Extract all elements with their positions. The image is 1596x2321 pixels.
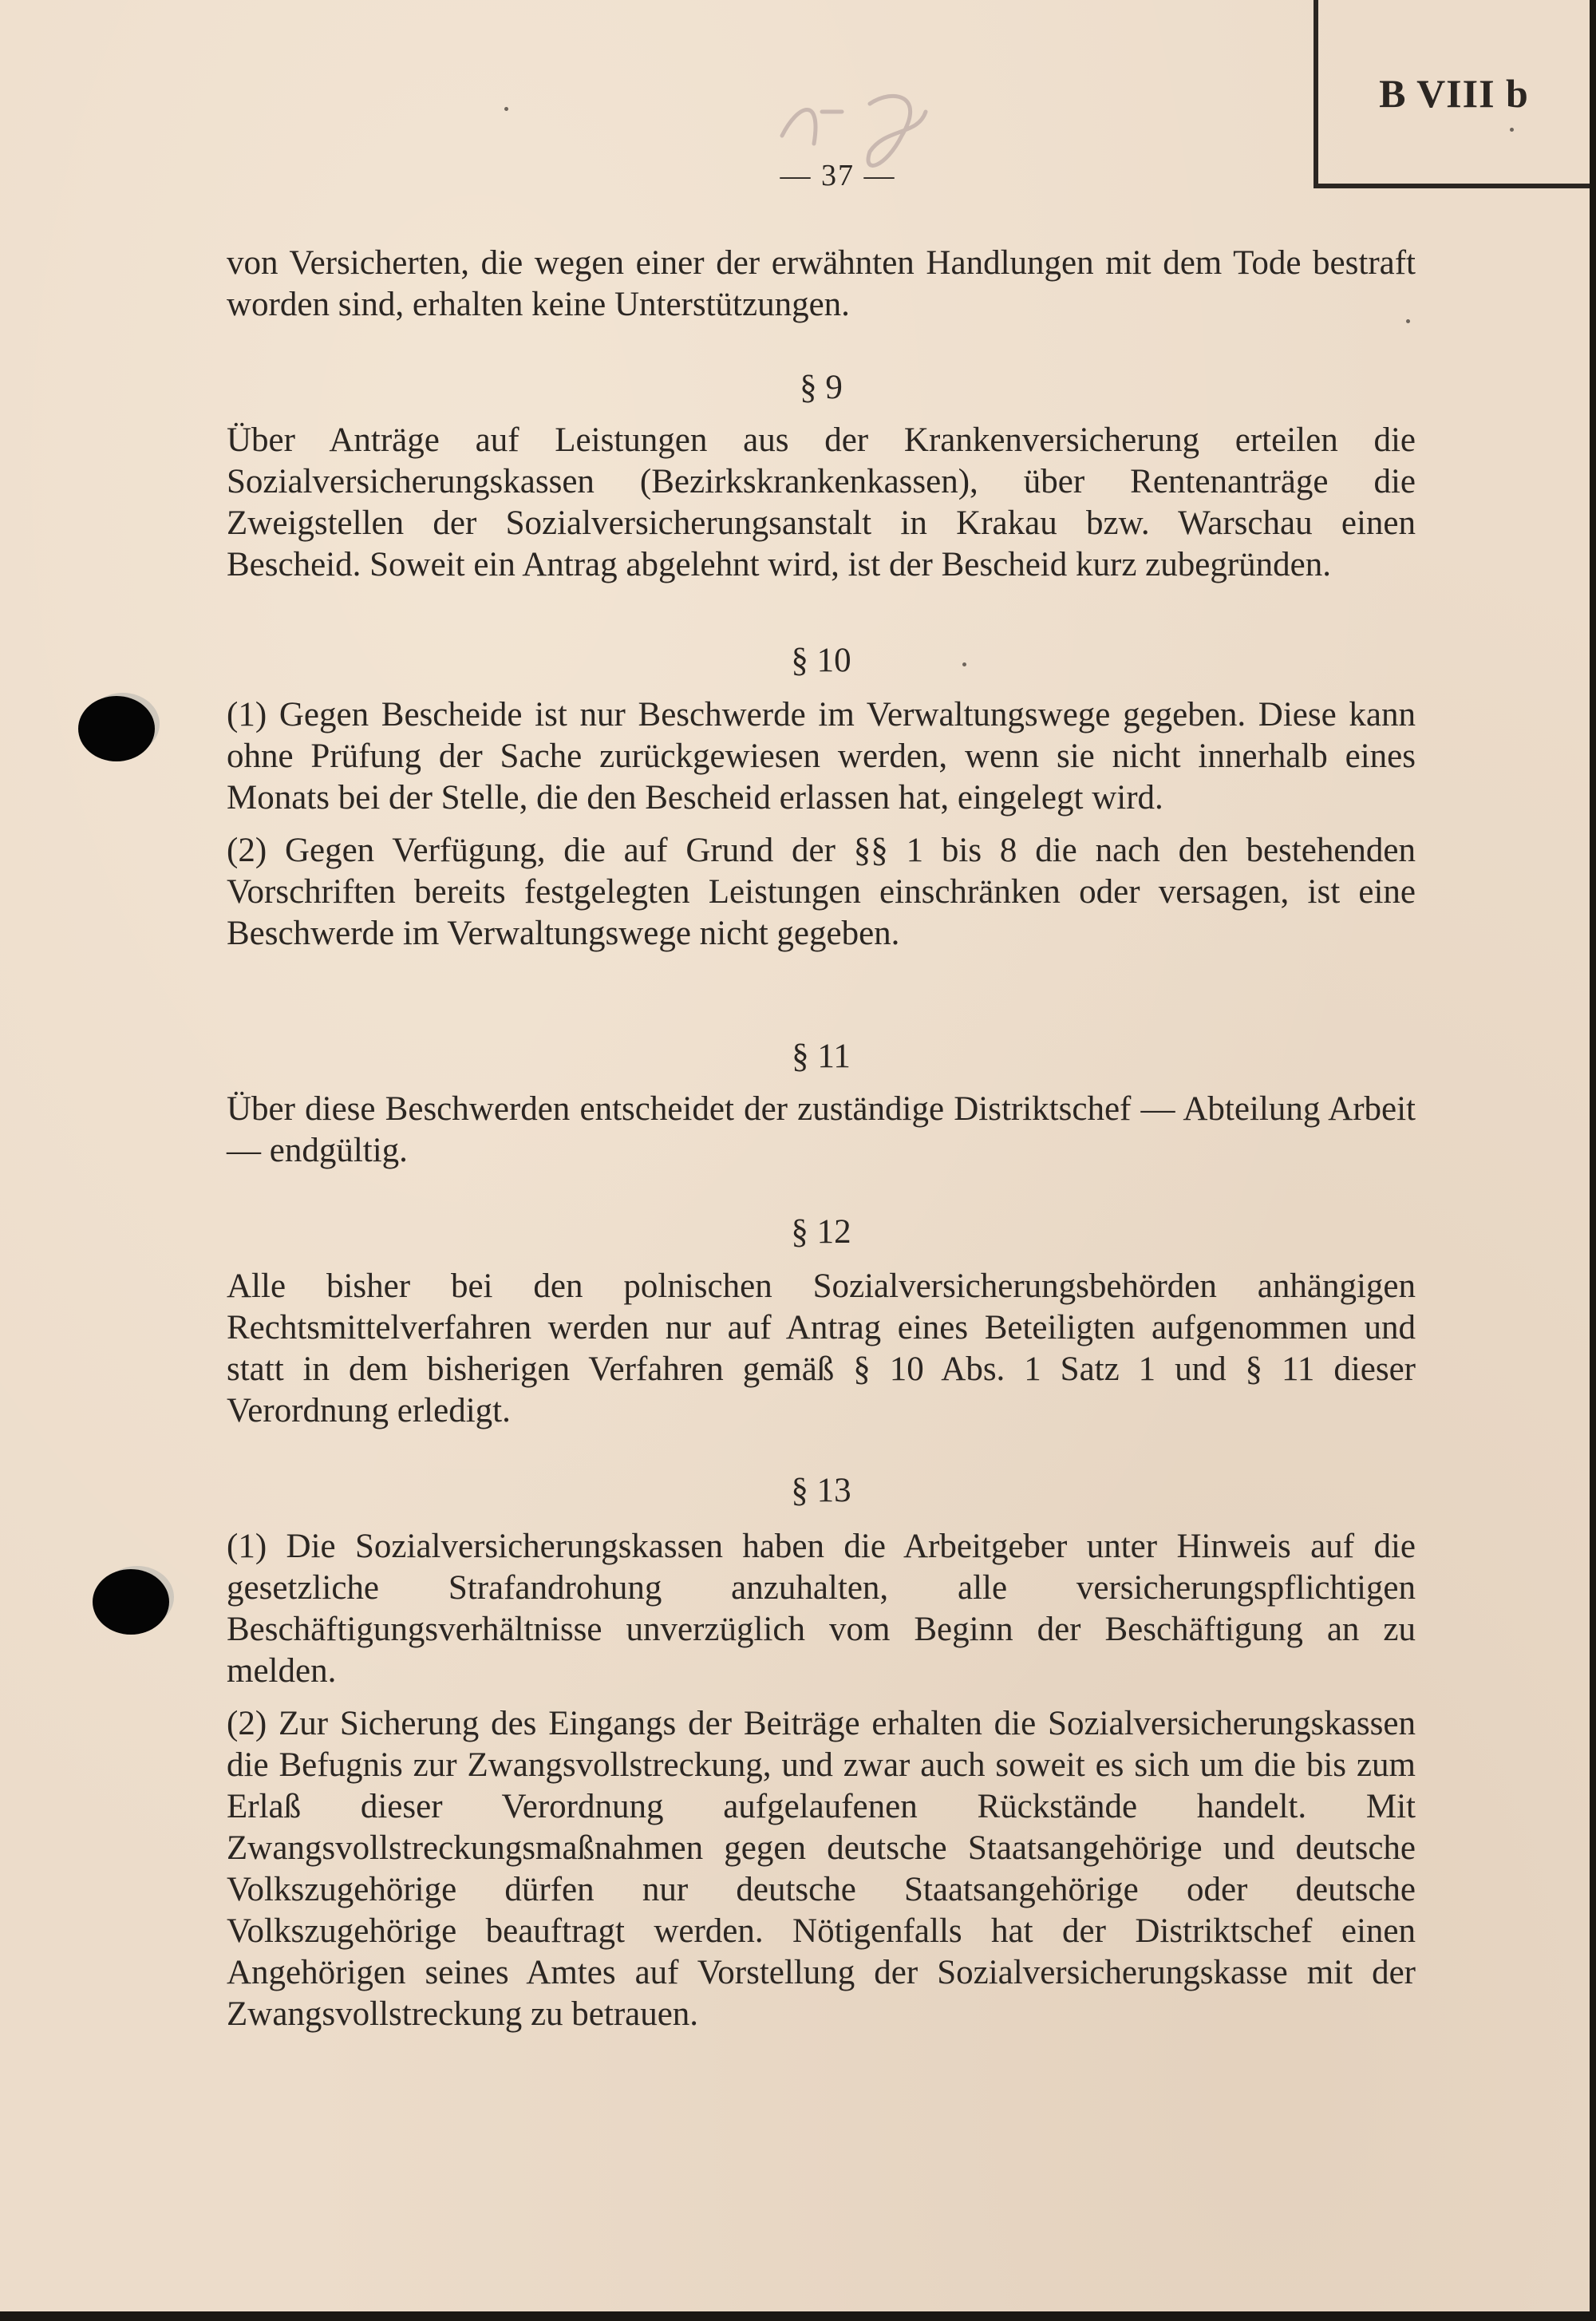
intro-paragraph: von Versicherten, die wegen einer der erwähnten Handlungen mit dem Tode bestraft worden sind, erhalten keine Unterstützungen.: [227, 244, 1416, 323]
punch-hole-top: [78, 696, 155, 761]
section-11-paragraph: Über diese Beschwerden entscheidet der zuständige Distriktschef — Abteilung Arbeit — endgültig.: [227, 1090, 1416, 1169]
text-block-10: [227, 694, 1416, 955]
section-heading-12: § 12: [791, 1213, 851, 1251]
section-13-paragraph-1: (1) Die Sozialversicherungskassen haben die Arbeitgeber unter Hinweis auf die gesetzliche Strafandrohung anzuhalten, alle versicherungspflichtigen Beschäftigungsverhältnisse unverzüglich vom Beginn der Beschäftigung an zu melden.: [227, 1528, 1416, 1690]
classification-label: B VIII b: [1379, 71, 1529, 116]
section-12-paragraph: Alle bisher bei den polnischen Sozialversicherungsbehörden anhängigen Rechtsmittelverfahren werden nur auf Antrag eines Beteiligten aufgenommen und statt in dem bisherigen Verfahren gemäß § 10 Abs. 1 Satz 1 und § 11 dieser Verordnung erledigt.: [227, 1267, 1416, 1429]
section-heading-10: § 10: [791, 642, 851, 679]
section-10-paragraph-2: (2) Gegen Verfügung, die auf Grund der §§ 1 bis 8 die nach den bestehenden Vorschriften bereits festgelegten Leistungen einschränken oder versagen, ist eine Beschwerde im Verwaltungswege nicht gegeben.: [227, 832, 1416, 952]
section-13-paragraph-2: (2) Zur Sicherung des Eingangs der Beiträge erhalten die Sozialversicherungskassen die Befugnis zur Zwangsvollstreckung, und zwar auch soweit es sich um die bis zum Erlaß dieser Verordnung aufgelaufenen Rückstände handelt. Mit Zwangsvollstreckungsmaßnahmen gegen deutsche Staatsangehörige und deutsche Volkszugehörige dürfen nur deutsche Staatsangehörige oder deutsche Volkszugehörige beauftragt werden. Nötigenfalls hat der Distriktschef einen Angehörigen seines Amtes auf Vorstellung der Sozialversicherungskasse mit der Zwangsvollstreckung zu betrauen.: [227, 1705, 1416, 2033]
text-block-13: [227, 1526, 1416, 2035]
page-number: — 37 —: [780, 159, 896, 192]
paper-speck: [504, 107, 508, 111]
section-heading-11: § 11: [792, 1038, 851, 1075]
section-10-paragraph-1: (1) Gegen Bescheide ist nur Beschwerde im Verwaltungswege gegeben. Diese kann ohne Prüfung der Sache zurückgewiesen werden, wenn sie nicht innerhalb eines Monats bei der Stelle, die den Bescheid erlassen hat, eingelegt wird.: [227, 696, 1416, 817]
text-block-9: [227, 420, 1416, 586]
classification-box: [1314, 0, 1590, 188]
section-heading-13: § 13: [791, 1472, 851, 1509]
text-block-intro: [227, 243, 1416, 326]
section-9-paragraph: Über Anträge auf Leistungen aus der Krankenversicherung erteilen die Sozialversicherungskassen (Bezirkskrankenkassen), über Rentenanträge die Zweigstellen der Sozialversicherungsanstalt in Krakau bzw. Warschau einen Bescheid. Soweit ein Antrag abgelehnt wird, ist der Bescheid kurz zubegründen.: [227, 421, 1416, 583]
text-block-11: [227, 1089, 1416, 1172]
section-heading-9: § 9: [800, 369, 843, 406]
paper-speck: [1510, 128, 1514, 132]
text-block-12: [227, 1266, 1416, 1432]
punch-hole-bottom: [93, 1569, 169, 1635]
